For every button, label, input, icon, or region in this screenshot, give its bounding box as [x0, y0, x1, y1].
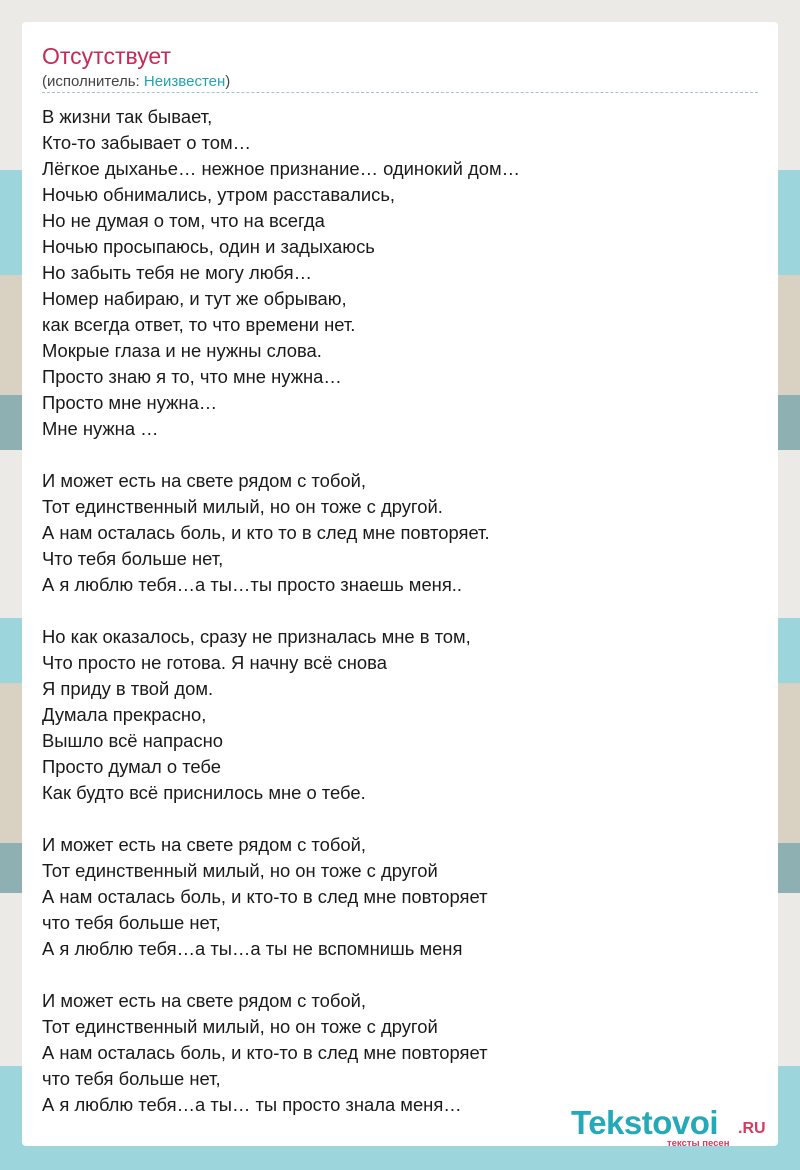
lyrics-line: А я люблю тебя…а ты… ты просто знала меня… — [42, 1094, 462, 1115]
logo-tld: .RU — [738, 1120, 766, 1137]
lyrics-line: И может есть на свете рядом с тобой, — [42, 470, 366, 491]
lyrics-line: Лёгкое дыханье… нежное признание… одинокий дом… — [42, 158, 520, 179]
lyrics-blank-line — [42, 806, 520, 832]
tekstovoi-logo[interactable] — [571, 1104, 781, 1150]
lyrics-line: А я люблю тебя…а ты…ты просто знаешь меня.. — [42, 574, 463, 595]
lyrics-blank-line — [42, 598, 520, 624]
lyrics-line: Просто думал о тебе — [42, 756, 221, 777]
lyrics-line: А нам осталась боль, и кто-то в след мне повторяет — [42, 1042, 488, 1063]
lyrics-text — [42, 104, 520, 1118]
lyrics-line: И может есть на свете рядом с тобой, — [42, 834, 366, 855]
lyrics-line: Но не думая о том, что на всегда — [42, 210, 325, 231]
lyrics-line: Тот единственный милый, но он тоже с другой — [42, 1016, 438, 1037]
lyrics-line: Но как оказалось, сразу не призналась мне в том, — [42, 626, 471, 647]
artist-suffix: ) — [225, 73, 231, 90]
lyrics-line: Тот единственный милый, но он тоже с другой. — [42, 496, 443, 517]
lyrics-line: как всегда ответ, то что времени нет. — [42, 314, 356, 335]
logo-name: Tekstovoi — [571, 1104, 719, 1141]
lyrics-blank-line — [42, 442, 520, 468]
lyrics-line: Что просто не готова. Я начну всё снова — [42, 652, 387, 673]
lyrics-line: Тот единственный милый, но он тоже с другой — [42, 860, 438, 881]
lyrics-line: А нам осталась боль, и кто то в след мне повторяет. — [42, 522, 490, 543]
lyrics-line: И может есть на свете рядом с тобой, — [42, 990, 366, 1011]
lyrics-line: Я приду в твой дом. — [42, 678, 214, 699]
artist-link[interactable]: Неизвестен — [143, 73, 226, 90]
lyrics-line: А нам осталась боль, и кто-то в след мне повторяет — [42, 886, 488, 907]
artist-line — [42, 73, 230, 90]
lyrics-line: Думала прекрасно, — [42, 704, 207, 725]
artist-prefix: (исполнитель: — [42, 73, 144, 90]
lyrics-line: Но забыть тебя не могу любя… — [42, 262, 312, 283]
lyrics-line: Что тебя больше нет, — [42, 548, 224, 569]
title-divider — [42, 92, 758, 93]
lyrics-line: Вышло всё напрасно — [42, 730, 223, 751]
lyrics-line: Ночью просыпаюсь, один и задыхаюсь — [42, 236, 375, 257]
lyrics-blank-line — [42, 962, 520, 988]
lyrics-line: Просто знаю я то, что мне нужна… — [42, 366, 342, 387]
lyrics-line: В жизни так бывает, — [42, 106, 213, 127]
lyrics-line: Мокрые глаза и не нужны слова. — [42, 340, 322, 361]
lyrics-line: Просто мне нужна… — [42, 392, 218, 413]
lyrics-line: что тебя больше нет, — [42, 912, 221, 933]
lyrics-line: что тебя больше нет, — [42, 1068, 221, 1089]
lyrics-line: Ночью обнимались, утром расставались, — [42, 184, 396, 205]
lyrics-card — [22, 22, 778, 1146]
lyrics-line: А я люблю тебя…а ты…а ты не вспомнишь меня — [42, 938, 463, 959]
lyrics-line: Номер набираю, и тут же обрываю, — [42, 288, 347, 309]
song-title: Отсутствует — [42, 43, 171, 69]
lyrics-line: Как будто всё приснилось мне о тебе. — [42, 782, 366, 803]
lyrics-line: Кто-то забывает о том… — [42, 132, 252, 153]
lyrics-line: Мне нужна … — [42, 418, 159, 439]
logo-tagline: тексты песен — [667, 1138, 730, 1149]
